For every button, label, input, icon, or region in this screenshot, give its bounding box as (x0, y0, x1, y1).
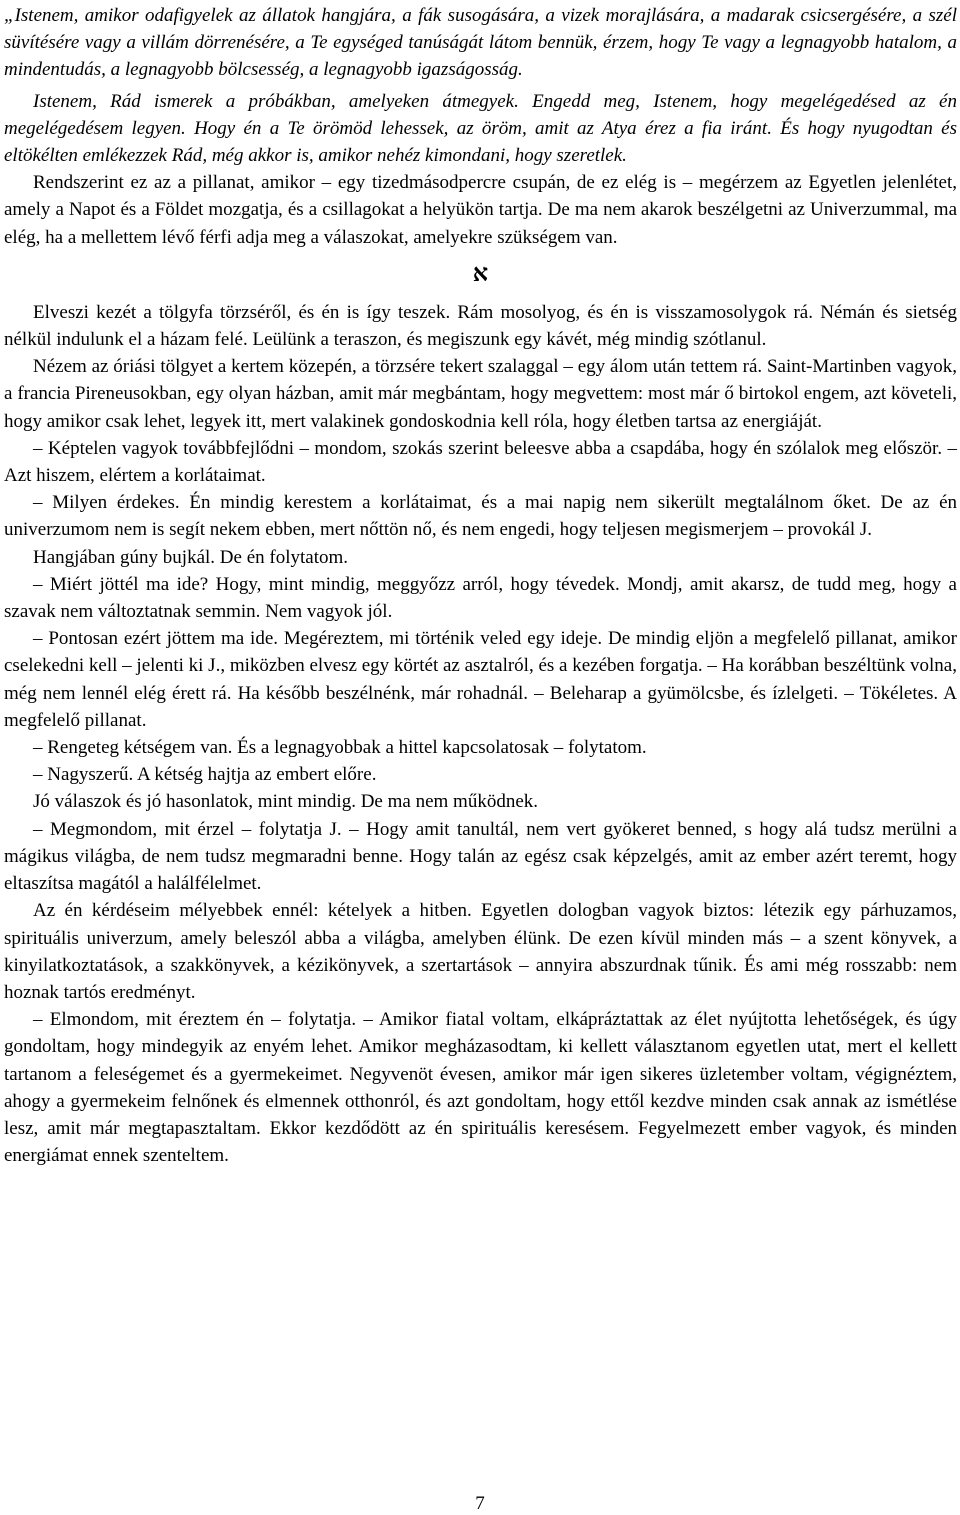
body-paragraph: – Megmondom, mit érzel – folytatja J. – Hogy amit tanultál, nem vert gyökeret benned, s hogy alá tudsz merülni a mágikus világba, de nem tudsz megmaradni benne. Hogy talán az egész csak képzelgés, amit az ember azért teremt, hogy eltaszítsa magától a halálfélelmet. (4, 818, 957, 895)
prayer-paragraph-1: „Istenem, amikor odafigyelek az állatok hangjára, a fák susogására, a vizek morajlására, a madarak csicsergésére, a szél süvítésére vagy a villám dörrenésére, a Te egységed tanúságát látom bennük, érzem, hogy Te vagy a legnagyobb hatalom, a mindentudás, a legnagyobb bölcsesség, a legnagyobb igazságosság. (4, 5, 957, 81)
body-paragraph: – Elmondom, mit éreztem én – folytatja. – Amikor fiatal voltam, elkápráztattak az élet nyújtotta lehetőségek, és úgy gondoltam, hogy mindegyik az enyém lehet. Amikor megházasodtam, ki kellett választanom egyetlen utat, mert el kellett tartanom a feleségemet és a gyermekeimet. Negyvenöt évesen, amikor már igen sikeres üzletember voltam, végignéztem, ahogy a gyermekeim felnőnek és elmennek otthonról, és azt gondoltam, hogy ettől kezdve minden csak annak az ismétlése lesz, amit már megtapasztaltam. Ekkor kezdődött az én spirituális keresésem. Fegyelmezett ember vagyok, és minden energiámat ennek szenteltem. (4, 1009, 957, 1167)
section-divider-aleph: א (472, 260, 489, 287)
body-paragraph: Jó válaszok és jó hasonlatok, mint mindig. De ma nem működnek. (33, 791, 539, 813)
body-paragraph: Nézem az óriási tölgyet a kertem közepén, a törzsére tekert szalaggal – egy álom után tettem rá. Saint-Martinben vagyok, a francia Pireneusokban, egy olyan házban, amit már megbántam, hogy megvettem: most már ő birtokol engem, azt követeli, hogy amikor csak lehet, legyek itt, mert valakinek gondoskodnia kell róla, hogy életben tartsa az energiáját. (4, 356, 957, 432)
body-paragraph: Rendszerint ez az a pillanat, amikor – egy tizedmásodpercre csupán, de ez elég is – megérzem az Egyetlen jelenlétet, amely a Napot és a Földet mozgatja, és a csillagokat a helyükön tartja. De ma nem akarok beszélgetni az Univerzummal, ma elég, ha a mellettem lévő férfi adja meg a válaszokat, amelyekre szükségem van. (4, 172, 957, 248)
prayer-paragraph-2: Istenem, Rád ismerek a próbákban, amelyeken átmegyek. Engedd meg, Istenem, hogy megelégedésed az én megelégedésem legyen. Hogy én a Te örömöd lehessek, az öröm, amit az Atya érez a fia iránt. És hogy nyugodtan és eltökélten emlékezzek Rád, még akkor is, amikor nehéz kimondani, hogy szeretlek. (4, 90, 957, 167)
page-number: 7 (475, 1493, 485, 1514)
body-paragraph: Hangjában gúny bujkál. De én folytatom. (33, 546, 349, 568)
body-paragraph: – Képtelen vagyok továbbfejlődni – mondom, szokás szerint beleesve abba a csapdába, hogy én szólalok meg először. – Azt hiszem, elértem a korlátaimat. (4, 437, 957, 487)
body-paragraph: – Pontosan ezért jöttem ma ide. Megéreztem, mi történik veled egy ideje. De mindig eljön a megfelelő pillanat, amikor cselekedni kell – jelenti ki J., miközben elvesz egy körtét az asztalról, és a kezében forgatja. – Ha korábban beszéltünk volna, még nem lennél elég érett rá. Ha később beszélnénk, már rohadnál. – Beleharap a gyümölcsbe, és ízlelgeti. – Tökéletes. A megfelelő pillanat. (4, 628, 957, 731)
body-paragraph: – Milyen érdekes. Én mindig kerestem a korlátaimat, és a mai napig nem sikerült megtalálnom őket. De az én univerzumom nem is segít nekem ebben, mert nőttön nő, és nem engedi, hogy teljesen megismerjem – provokál J. (4, 492, 957, 541)
body-paragraph: – Miért jöttél ma ide? Hogy, mint mindig, meggyőzz arról, hogy tévedek. Mondj, amit akarsz, de tudd meg, hogy a szavak nem változtatnak semmin. Nem vagyok jól. (4, 573, 957, 623)
body-paragraph: – Rengeteg kétségem van. És a legnagyobbak a hittel kapcsolatosak – folytatom. (33, 737, 647, 759)
body-paragraph: Elveszi kezét a tölgyfa törzséről, és én is így teszek. Rám mosolyog, és én is visszamosolygok rá. Némán és sietség nélkül indulunk el a házam felé. Leülünk a teraszon, és megiszunk egy kávét, még mindig szótlanul. (4, 301, 957, 351)
body-paragraph: Az én kérdéseim mélyebbek ennél: kételyek a hitben. Egyetlen dologban vagyok biztos: létezik egy párhuzamos, spirituális univerzum, amely beleszól abba a világba, amelyben élünk. De ezen kívül minden más – a szent könyvek, a kinyilatkoztatások, a szakkönyvek, a kézikönyvek, a szertartások – annyira abszurdnak tűnik. És ami még rosszabb: nem hoznak tartós eredményt. (4, 900, 957, 1003)
body-paragraph: – Nagyszerű. A kétség hajtja az embert előre. (33, 764, 377, 786)
document-page (4, 0, 957, 1169)
